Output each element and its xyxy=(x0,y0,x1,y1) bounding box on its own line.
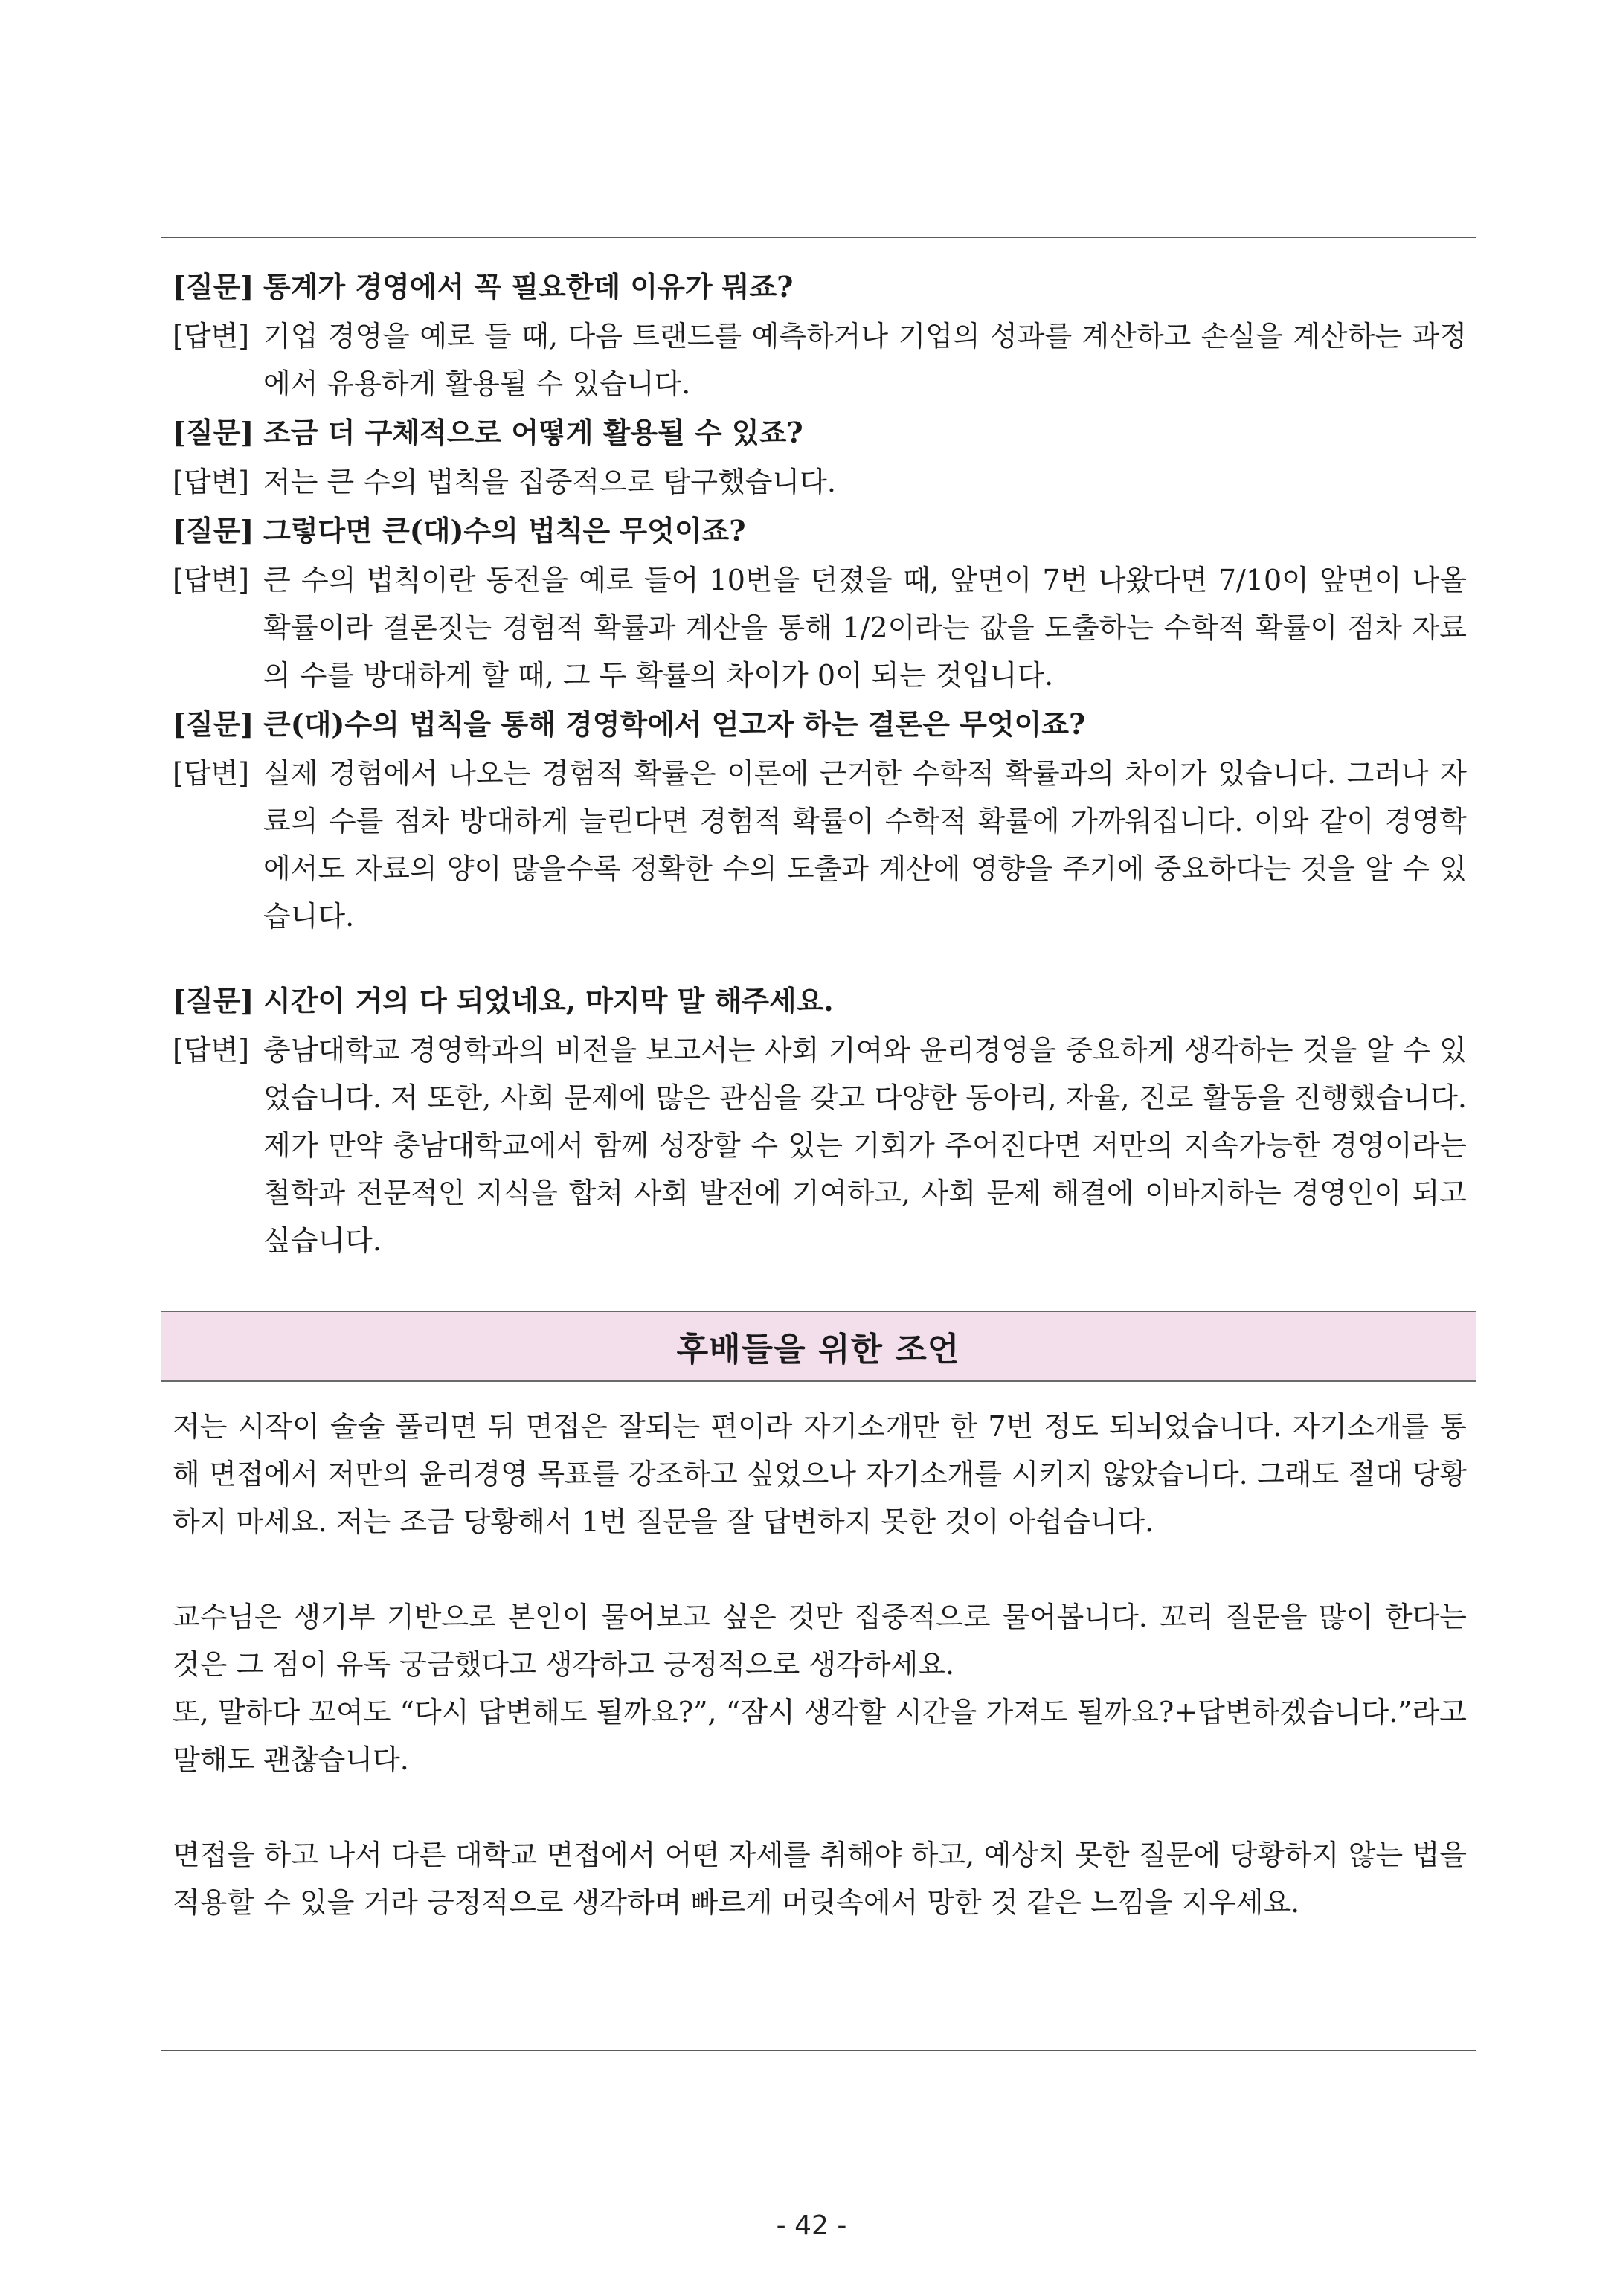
question-line xyxy=(173,262,1467,312)
qa-item xyxy=(173,408,1467,506)
advice-paragraph: 저는 시작이 술술 풀리면 뒤 면접은 잘되는 편이라 자기소개만 한 7번 정도 되뇌었습니다. 자기소개를 통해 면접에서 저만의 윤리경영 목표를 강조하고 싶었으나 자기소개를 시키지 않았습니다. 그래도 절대 당황하지 마세요. 저는 조금 당황해서 1번 질문을 잘 답변하지 못한 것이 아쉽습니다. xyxy=(173,1410,1467,1538)
qa-item xyxy=(173,262,1467,408)
top-divider xyxy=(161,237,1476,238)
answer-line xyxy=(173,458,1467,506)
question-text: 통계가 경영에서 꼭 필요한데 이유가 뭐죠? xyxy=(263,270,794,303)
answer-line xyxy=(173,312,1467,408)
page-number: - 42 - xyxy=(776,2210,847,2241)
answer-text: 큰 수의 법칙이란 동전을 예로 들어 10번을 던졌을 때, 앞면이 7번 나왔다면 7/10이 앞면이 나올 확률이라 결론짓는 경험적 확률과 계산을 통해 1/2이라는 값을 도출하는 수학적 확률이 점차 자료의 수를 방대하게 할 때, 그 두 확률의 차이가 0이 되는 것입니다. xyxy=(263,564,1467,692)
question-tag: [질문] xyxy=(173,416,254,449)
paragraph-spacer xyxy=(173,1784,1467,1831)
question-tag: [질문] xyxy=(173,514,254,547)
answer-tag: [답변] xyxy=(173,466,250,498)
answer-text: 충남대학교 경영학과의 비전을 보고서는 사회 기여와 윤리경영을 중요하게 생각하는 것을 알 수 있었습니다. 저 또한, 사회 문제에 많은 관심을 갖고 다양한 동아리, 자율, 진로 활동을 진행했습니다. 제가 만약 충남대학교에서 함께 성장할 수 있는 기회가 주어진다면 저만의 지속가능한 경영이라는 철학과 전문적인 지식을 합쳐 사회 발전에 기여하고, 사회 문제 해결에 이바지하는 경영인이 되고 싶습니다. xyxy=(263,1034,1467,1257)
question-tag: [질문] xyxy=(173,707,254,741)
answer-text: 기업 경영을 예로 들 때, 다음 트랜드를 예측하거나 기업의 성과를 계산하고 손실을 계산하는 과정에서 유용하게 활용될 수 있습니다. xyxy=(263,320,1467,400)
question-line xyxy=(173,506,1467,556)
answer-line xyxy=(173,1026,1467,1264)
answer-tag: [답변] xyxy=(173,320,250,353)
question-tag: [질문] xyxy=(173,270,254,303)
interview-qa-section xyxy=(173,262,1467,1264)
answer-text: 실제 경험에서 나오는 경험적 확률은 이론에 근거한 수학적 확률과의 차이가 있습니다. 그러나 자료의 수를 점차 방대하게 늘린다면 경험적 확률이 수학적 확률에 가까워집니다. 이와 같이 경영학에서도 자료의 양이 많을수록 정확한 수의 도출과 계산에 영향을 주기에 중요하다는 것을 알 수 있습니다. xyxy=(263,757,1467,933)
question-text: 큰(대)수의 법칙을 통해 경영학에서 얻고자 하는 결론은 무엇이죠? xyxy=(263,707,1086,741)
advice-section xyxy=(173,1403,1467,1926)
answer-text: 저는 큰 수의 법칙을 집중적으로 탐구했습니다. xyxy=(263,466,836,498)
bottom-divider xyxy=(161,2050,1476,2051)
section-spacer xyxy=(173,940,1467,976)
answer-tag: [답변] xyxy=(173,757,250,790)
answer-line xyxy=(173,556,1467,699)
answer-tag: [답변] xyxy=(173,1034,250,1067)
question-text: 시간이 거의 다 되었네요, 마지막 말 해주세요. xyxy=(263,984,834,1017)
advice-paragraph: 또, 말하다 꼬여도 “다시 답변해도 될까요?”, “잠시 생각할 시간을 가져도 될까요?+답변하겠습니다.”라고 말해도 괜찮습니다. xyxy=(173,1696,1467,1776)
question-line xyxy=(173,699,1467,750)
paragraph-spacer xyxy=(173,1546,1467,1593)
advice-heading: 후배들을 위한 조언 xyxy=(161,1311,1476,1382)
qa-item xyxy=(173,699,1467,940)
question-tag: [질문] xyxy=(173,984,254,1017)
advice-paragraph: 교수님은 생기부 기반으로 본인이 물어보고 싶은 것만 집중적으로 물어봅니다. 꼬리 질문을 많이 한다는 것은 그 점이 유독 궁금했다고 생각하고 긍정적으로 생각하세요. xyxy=(173,1601,1467,1681)
question-text: 조금 더 구체적으로 어떻게 활용될 수 있죠? xyxy=(263,416,803,449)
advice-paragraph: 면접을 하고 나서 다른 대학교 면접에서 어떤 자세를 취해야 하고, 예상치 못한 질문에 당황하지 않는 법을 적용할 수 있을 거라 긍정적으로 생각하며 빠르게 머릿속에서 망한 것 같은 느낌을 지우세요. xyxy=(173,1839,1467,1919)
answer-tag: [답변] xyxy=(173,564,250,596)
qa-item xyxy=(173,506,1467,699)
question-line xyxy=(173,976,1467,1026)
question-line xyxy=(173,408,1467,458)
answer-line xyxy=(173,750,1467,940)
qa-item xyxy=(173,976,1467,1264)
question-text: 그렇다면 큰(대)수의 법칙은 무엇이죠? xyxy=(263,514,746,547)
